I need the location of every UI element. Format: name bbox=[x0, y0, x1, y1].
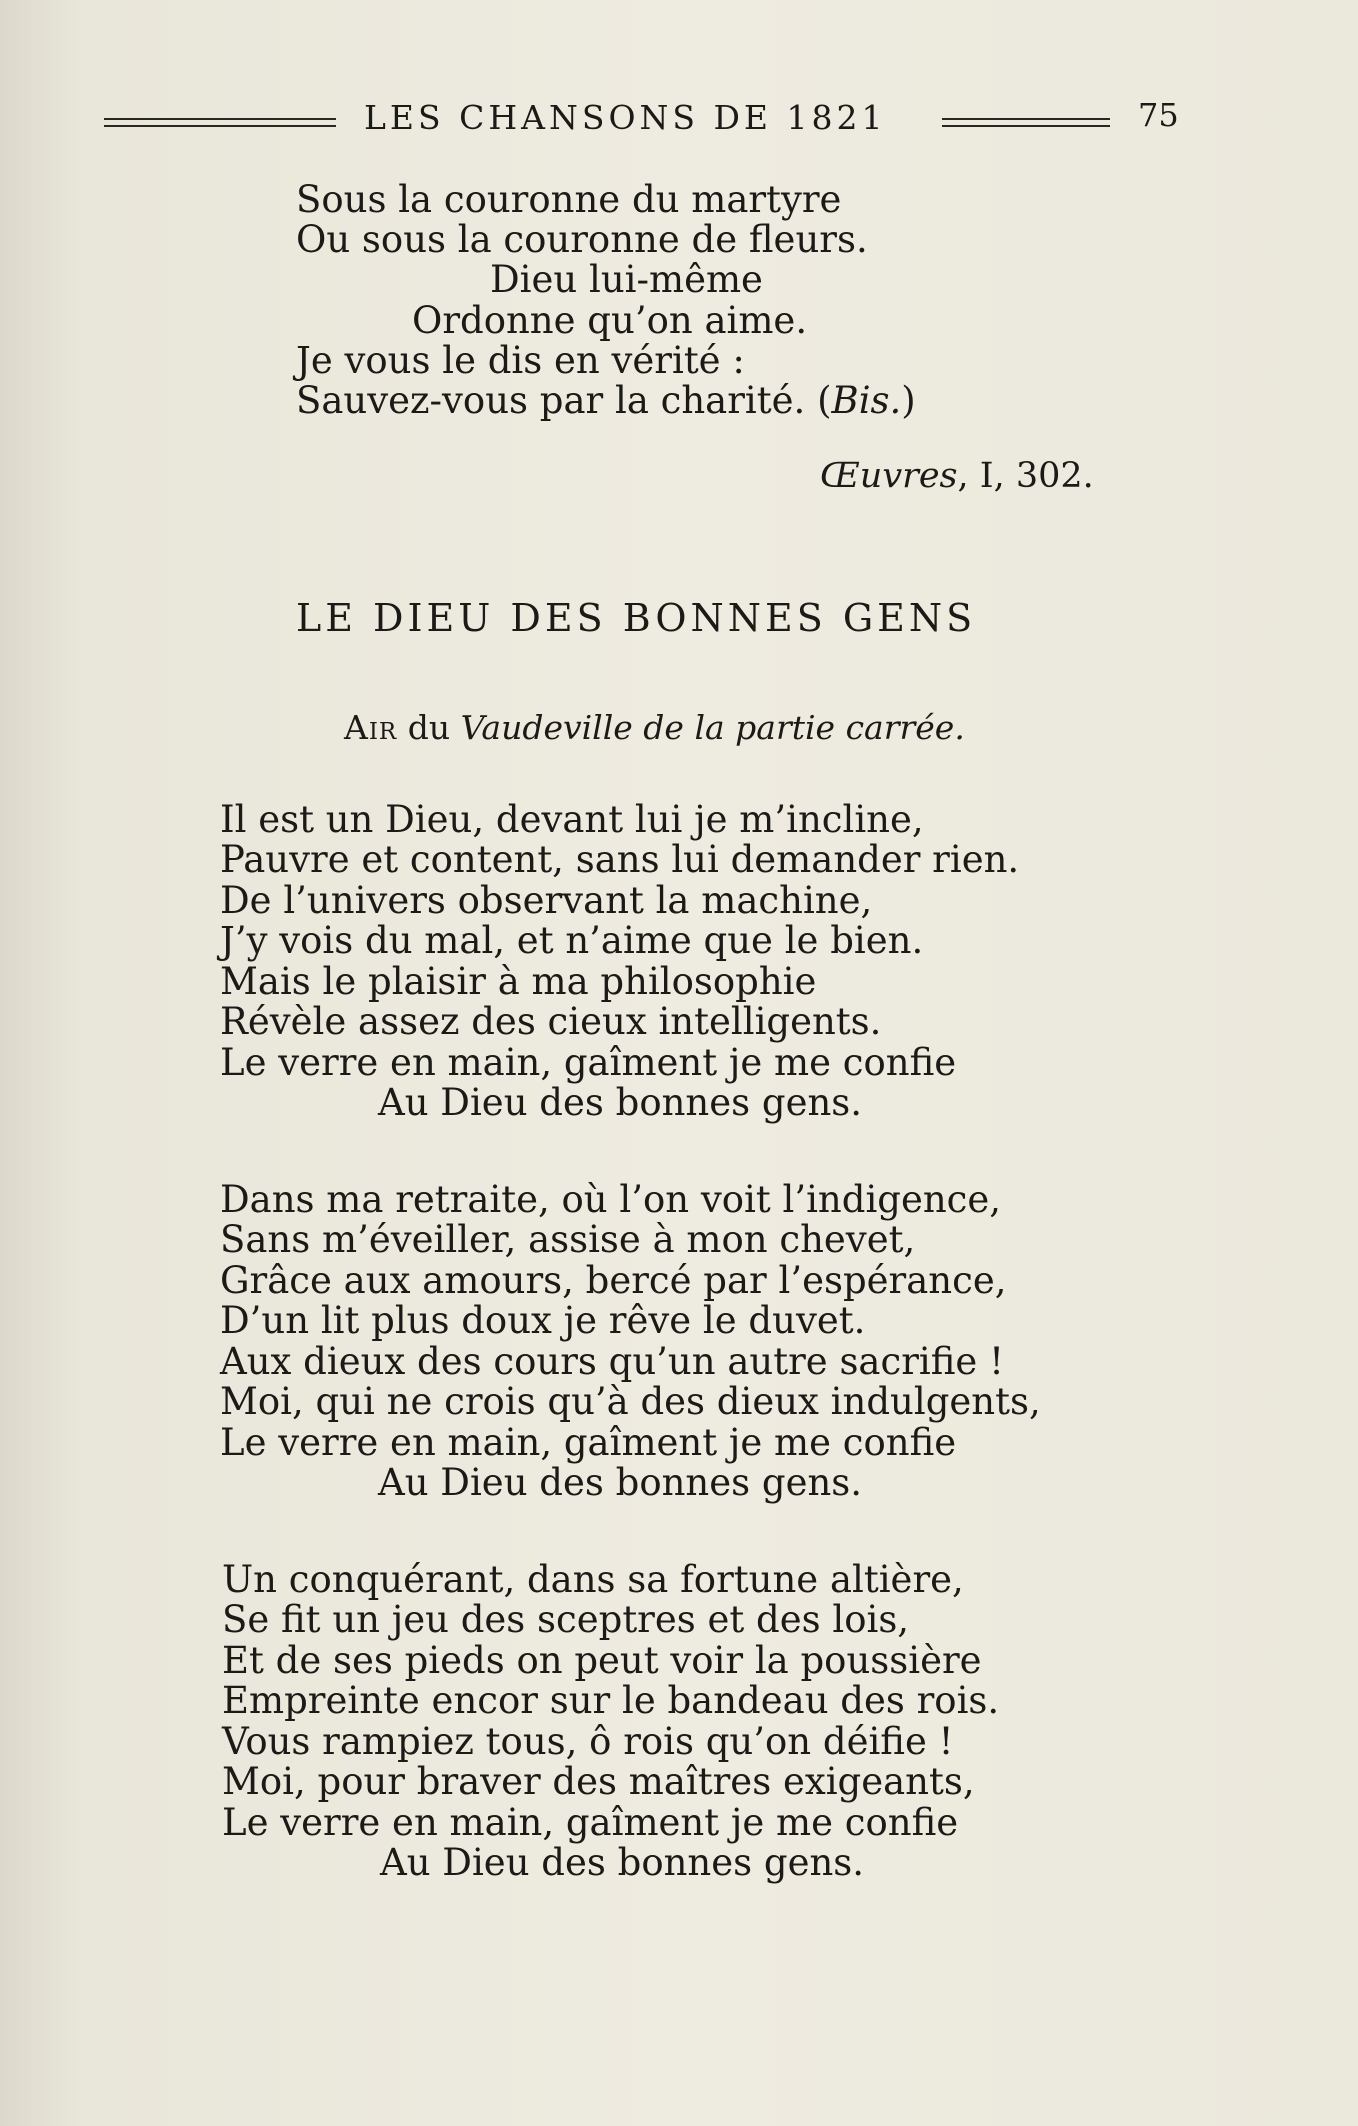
verse-line: J’y vois du mal, et n’aime que le bien. bbox=[220, 919, 924, 962]
verse-line: Un conquérant, dans sa fortune altière, bbox=[222, 1558, 964, 1601]
citation-ref: , I, 302. bbox=[957, 456, 1094, 496]
song-title: LE DIEU DES BONNES GENS bbox=[296, 596, 977, 640]
verse-line: Sous la couronne du martyre bbox=[296, 178, 842, 221]
verse-line: Je vous le dis en vérité : bbox=[296, 339, 745, 382]
verse-line: Grâce aux amours, bercé par l’espérance, bbox=[220, 1259, 1007, 1302]
verse-line: Le verre en main, gaîment je me confie bbox=[220, 1041, 957, 1084]
verse-text: Sauvez-vous par la charité. bbox=[296, 379, 806, 422]
verse-line: De l’univers observant la machine, bbox=[220, 879, 873, 922]
verse-line: Le verre en main, gaîment je me confie bbox=[220, 1421, 957, 1464]
air-label: Air bbox=[344, 708, 398, 747]
running-head bbox=[100, 96, 1180, 140]
citation-work: Œuvres bbox=[820, 456, 958, 496]
verse-line: Et de ses pieds on peut voir la poussière bbox=[222, 1639, 982, 1682]
verse-line: Le verre en main, gaîment je me confie bbox=[222, 1801, 959, 1844]
verse-line: Mais le plaisir à ma philosophie bbox=[220, 960, 817, 1003]
verse-line-with-bis bbox=[296, 381, 916, 421]
air-line bbox=[344, 708, 965, 747]
header-rule-right bbox=[942, 118, 1110, 127]
verse-line: Sans m’éveiller, assise à mon chevet, bbox=[220, 1218, 916, 1261]
verse-line: Moi, pour braver des maîtres exigeants, bbox=[222, 1760, 975, 1803]
header-rule-left bbox=[104, 118, 336, 127]
bis-text: Bis. bbox=[831, 379, 902, 422]
page-number: 75 bbox=[1138, 96, 1179, 134]
verse-line: Dieu lui-même bbox=[490, 258, 763, 301]
running-head-title: LES CHANSONS DE 1821 bbox=[364, 98, 887, 137]
verse-line: Empreinte encor sur le bandeau des rois. bbox=[222, 1679, 1000, 1722]
verse-line: Pauvre et content, sans lui demander rien. bbox=[220, 838, 1020, 881]
verse-line: Moi, qui ne crois qu’à des dieux indulgents, bbox=[220, 1380, 1041, 1423]
air-title: Vaudeville de la partie carrée. bbox=[460, 708, 965, 747]
bis-mark: (Bis.) bbox=[817, 379, 916, 422]
verse-refrain: Au Dieu des bonnes gens. bbox=[378, 1081, 863, 1124]
verse-refrain: Au Dieu des bonnes gens. bbox=[378, 1461, 863, 1504]
verse-line: D’un lit plus doux je rêve le duvet. bbox=[220, 1299, 866, 1342]
verse-line: Vous rampiez tous, ô rois qu’on déifie ! bbox=[222, 1720, 954, 1763]
verse-line: Révèle assez des cieux intelligents. bbox=[220, 1000, 882, 1043]
verse-line: Se fit un jeu des sceptres et des lois, bbox=[222, 1598, 910, 1641]
verse-line: Ou sous la couronne de fleurs. bbox=[296, 218, 868, 261]
verse-line: Aux dieux des cours qu’un autre sacrifie ! bbox=[220, 1340, 1004, 1383]
verse-line: Il est un Dieu, devant lui je m’incline, bbox=[220, 798, 924, 841]
verse-line: Ordonne qu’on aime. bbox=[412, 299, 808, 342]
verse-line: Dans ma retraite, où l’on voit l’indigence, bbox=[220, 1178, 1002, 1221]
air-connector: du bbox=[397, 708, 461, 747]
citation bbox=[820, 456, 1094, 496]
verse-refrain: Au Dieu des bonnes gens. bbox=[380, 1841, 865, 1884]
